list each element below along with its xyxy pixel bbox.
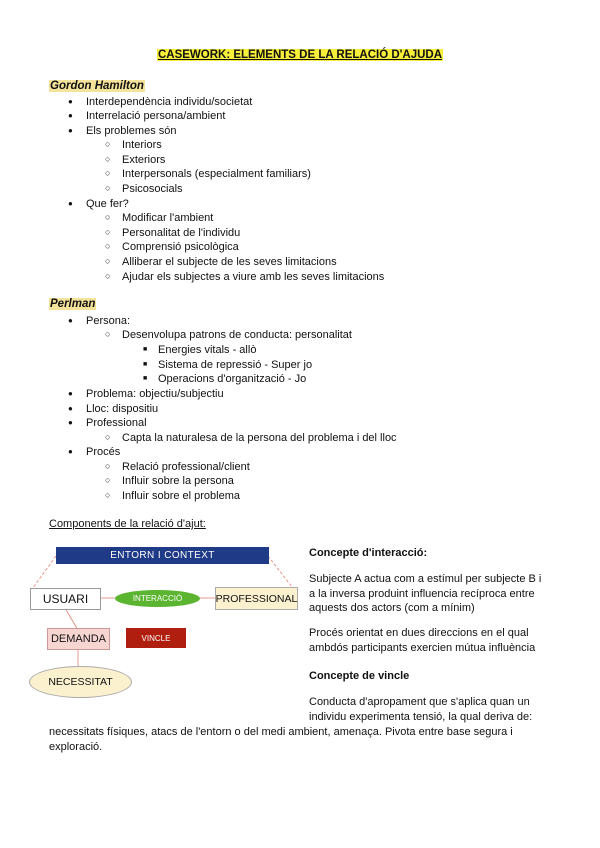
list-item: ○ Personalitat de l'individu	[122, 226, 240, 240]
list-item: ○ Capta la naturalesa de la persona del problema i del lloc	[122, 431, 397, 445]
list-item: ● Els problemes són	[86, 124, 177, 138]
necessitat-ellipse: NECESSITAT	[29, 666, 132, 698]
list-item: ● Que fer?	[86, 197, 129, 211]
section-heading-hamilton: Gordon Hamilton	[50, 80, 144, 92]
list-item: ○ Exteriors	[122, 153, 165, 167]
list-item: ● Interrelació persona/ambient	[86, 109, 225, 123]
list-item: ○ Comprensió psicològica	[122, 240, 239, 254]
list-item: ● Lloc: dispositiu	[86, 402, 158, 416]
interaccio-paragraph-2	[309, 626, 535, 655]
list-item: ○ Interpersonals (especialment familiars)	[122, 167, 311, 181]
list-item: ○ Influir sobre la persona	[122, 474, 234, 488]
demanda-box: DEMANDA	[47, 628, 110, 650]
section-heading-perlman: Perlman	[50, 298, 96, 310]
entorn-context-box: ENTORN I CONTEXT	[56, 547, 269, 564]
professional-box: PROFESSIONAL	[215, 587, 298, 610]
list-item: ● Interdependència individu/societat	[86, 95, 252, 109]
list-item: ○ Alliberar el subjecte de les seves limitacions	[122, 255, 337, 269]
list-item: ○ Relació professional/client	[122, 460, 250, 474]
text-line: Procés orientat en dues direccions en el qual	[309, 627, 529, 639]
list-item: ● Procés	[86, 445, 120, 459]
list-item: ■ Sistema de repressió - Super jo	[158, 358, 312, 372]
list-item: ○ Influir sobre el problema	[122, 489, 240, 503]
text-line: Subjecte A actua com a estímul per subjecte B i	[309, 573, 542, 585]
interaccio-paragraph-1	[309, 572, 541, 616]
list-item: ○ Desenvolupa patrons de conducta: personalitat	[122, 328, 352, 342]
usuari-box: USUARI	[30, 588, 101, 610]
list-item: ● Professional	[86, 416, 147, 430]
interaccio-ellipse: INTERACCIÓ	[115, 590, 200, 607]
vincle-paragraph-line: Conducta d'apropament que s'aplica quan un	[309, 696, 530, 708]
vincle-paragraph-line: individu experimenta tensió, la qual deriva de:	[309, 711, 533, 723]
vincle-heading: Concepte de vincle	[309, 670, 410, 682]
connector-line	[65, 608, 78, 630]
list-item: ○ Psicosocials	[122, 182, 183, 196]
vincle-paragraph-line: exploració.	[49, 741, 103, 753]
page-title: CASEWORK: ELEMENTS DE LA RELACIÓ D'AJUDA	[157, 49, 443, 61]
text-line: ambdós participants exercien mútua influència	[309, 641, 536, 654]
connector-line	[30, 556, 56, 592]
text-line: a la inversa produint influencia recíproca entre	[309, 587, 535, 600]
text-line: aquests dos actors (com a mínim)	[309, 602, 475, 614]
list-item: ■ Operacions d'organització - Jo	[158, 372, 306, 386]
list-item: ○ Interiors	[122, 138, 162, 152]
list-item: ■ Energies vitals - allò	[158, 343, 256, 357]
list-item: ○ Modificar l'ambient	[122, 211, 213, 225]
list-item: ○ Ajudar els subjectes a viure amb les seves limitacions	[122, 270, 384, 284]
interaccio-heading: Concepte d'interacció:	[309, 547, 428, 559]
components-heading: Components de la relació d'ajut:	[49, 518, 206, 530]
list-item: ● Problema: objectiu/subjectiu	[86, 387, 224, 401]
vincle-box: VINCLE	[126, 628, 186, 648]
list-item: ● Persona:	[86, 314, 130, 328]
vincle-paragraph-line: necessitats físiques, atacs de l'entorn o del medi ambient, amenaça. Pivota entre base segura i	[49, 726, 513, 738]
